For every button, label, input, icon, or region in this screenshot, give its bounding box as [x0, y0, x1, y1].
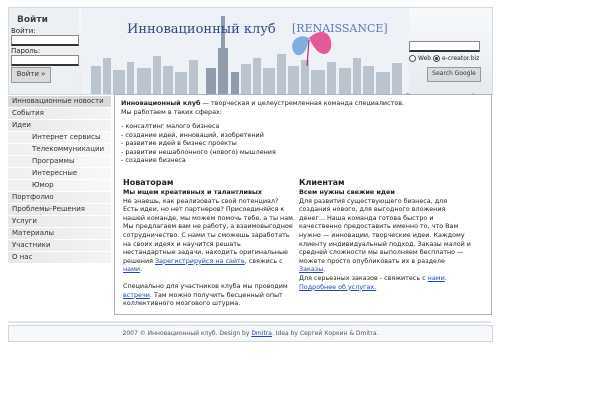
intro-bold: Инновационный клуб — [121, 99, 201, 107]
sidebar-item[interactable]: О нас — [8, 252, 111, 263]
orders-link[interactable]: Заказы — [299, 265, 324, 274]
sidebar-item[interactable]: События — [8, 108, 111, 119]
login-input[interactable] — [11, 35, 79, 46]
sidebar-item[interactable]: Программы — [8, 156, 111, 167]
sidebar-item[interactable]: Проблемы-Решения — [8, 204, 111, 215]
innovators-meetings: Специально для участников клуба мы проводим встречи. Там можно получить бесценный опыт коллективного мозгового штурма. — [123, 281, 288, 308]
clients-paid: Для серьезных заказов - свяжитесь с нами. — [299, 273, 447, 282]
clients-title: Клиентам — [299, 178, 345, 187]
intro — [121, 99, 481, 165]
footer-idea: . Idea by Сергей Коркин & Dmitra. — [271, 330, 379, 337]
more-services-link[interactable]: Подробнее об услугах. — [299, 282, 377, 291]
login-title: Войти — [17, 15, 48, 25]
sidebar-item[interactable]: Юмор — [8, 180, 111, 191]
designer-link[interactable]: Dmitra — [251, 330, 272, 337]
search-google-button[interactable]: Search Google — [427, 67, 481, 82]
logo-renaissance: [RENAISSANCE] — [292, 22, 388, 35]
intro-list-item: - консалтинг малого бизнеса — [121, 122, 220, 130]
innovators-lead: Мы ищем креативных и талантливых — [123, 188, 262, 196]
sidebar-item[interactable]: Телекоммуникации — [8, 144, 111, 155]
radio-web-icon[interactable] — [409, 55, 416, 62]
clients-text: Для развития существующего бизнеса, для создания нового, для выгодного вложения денег... Наша команда готова быстро и качественно предоставить именно то, что Вам нужно — инновации, творческие идеи. Каждому клиенту индивидуальный подход. Заказы малой и средней сложности мы выполняем бесплатно — можете просто опубликовать их в разделе Заказы. — [299, 196, 471, 274]
password-label: Пароль: — [11, 47, 41, 55]
search-input[interactable] — [409, 41, 480, 52]
meetings-link[interactable]: встречи — [123, 290, 150, 299]
intro-list-item: - развитие идей в бизнес проекты — [121, 139, 237, 147]
sidebar-item[interactable]: Участники — [8, 240, 111, 251]
intro-line2: Мы работаем в таких сферах: — [121, 107, 222, 116]
password-input[interactable] — [11, 55, 79, 66]
intro-list-item: - создание бизнеса — [121, 156, 186, 164]
search-box — [409, 38, 492, 88]
footer-divider — [8, 321, 491, 323]
sidebar-item[interactable]: Интересные — [8, 168, 111, 179]
sidebar-item[interactable]: Интернет сервисы — [8, 132, 111, 143]
sidebar-item[interactable]: Инновационные новости — [8, 96, 111, 107]
innovators-text: Не знаешь, как реализовать свой потенциал? Есть идеи, но нет партнеров? Присоединяйся к нашей команде, мы можем помочь тебе, а ты нам. Мы предлагаем вам не работу, а взаимовыгодное сотрудничество. С нами ты сможешь заработать на своих идеях и научится решать нестандартные задачи, находить оригинальные решения Зарегистрируйся на сайте, свяжись с нами. — [123, 196, 296, 274]
innovators-title: Новаторам — [123, 178, 174, 187]
innovators-section — [123, 177, 295, 308]
sidebar-item[interactable]: Портфолио — [8, 192, 111, 203]
clients-section — [299, 177, 471, 291]
search-option-web[interactable]: Web — [409, 55, 431, 62]
intro-list-item: - развитие нешаблонного (нового) мышления — [121, 147, 276, 156]
clients-lead: Всем нужны свежие идеи — [299, 188, 395, 196]
paid-contact-link[interactable]: нами — [427, 273, 445, 282]
search-option-site[interactable]: e-creator.biz — [433, 55, 479, 62]
contact-link[interactable]: нами — [123, 265, 141, 274]
radio-site-icon[interactable] — [433, 55, 440, 62]
site-header — [8, 7, 493, 95]
sidebar-nav — [8, 96, 111, 264]
sidebar-item[interactable]: Материалы — [8, 228, 111, 239]
intro-list-item: - создание идей, инноваций, изобретений — [121, 130, 264, 139]
sidebar-item[interactable]: Идеи — [8, 120, 111, 131]
register-link[interactable]: Зарегистрируйся на сайте — [155, 256, 245, 265]
login-button[interactable]: Войти » — [11, 67, 51, 83]
footer — [8, 325, 493, 342]
city-skyline-image — [81, 8, 409, 94]
login-label: Войти: — [11, 27, 36, 35]
intro-list — [121, 122, 481, 165]
sidebar-item[interactable]: Услуги — [8, 216, 111, 227]
main-content — [114, 94, 492, 315]
footer-copyright: 2007 © Инновационный клуб. Design by — [122, 330, 252, 337]
intro-text: — творческая и целеустремленная команда специалистов. — [200, 99, 405, 107]
login-box — [9, 8, 79, 94]
logo-title[interactable]: Инновационный клуб — [127, 22, 276, 37]
